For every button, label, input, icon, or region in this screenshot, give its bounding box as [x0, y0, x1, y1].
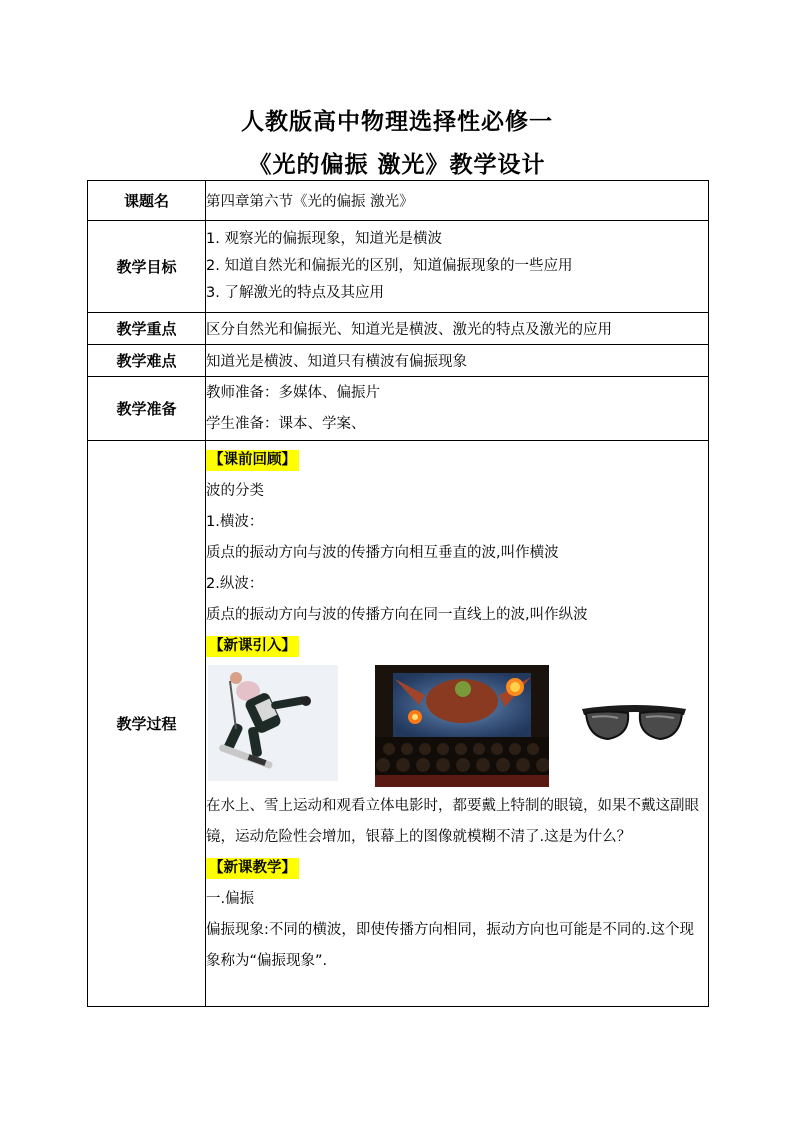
key-points-label: 教学重点	[88, 313, 206, 345]
review-tag: 【课前回顾】	[206, 450, 299, 471]
difficulties-label: 教学难点	[88, 345, 206, 377]
review-line: 质点的振动方向与波的传播方向相互垂直的波,叫作横波	[206, 545, 559, 561]
cinema-3d-image	[375, 665, 549, 787]
goal-item: 2. 知道自然光和偏振光的区别，知道偏振现象的一些应用	[206, 258, 573, 274]
lesson-plan-table	[87, 180, 709, 1007]
table-row	[88, 441, 709, 1007]
teacher-preparation: 教师准备：多媒体、偏振片	[206, 384, 380, 401]
preparation-label: 教学准备	[88, 377, 206, 441]
table-row	[88, 313, 709, 345]
teach-heading: 一.偏振	[206, 891, 255, 907]
difficulties-value: 知道光是横波、知道只有横波有偏振现象	[206, 345, 709, 377]
topic-label: 课题名	[88, 181, 206, 221]
review-line: 2.纵波：	[206, 576, 264, 592]
table-row	[88, 377, 709, 441]
student-preparation: 学生准备：课本、学案、	[206, 415, 366, 432]
process-value	[206, 441, 709, 1007]
preparation-value	[206, 377, 709, 441]
goals-value	[206, 221, 709, 313]
lesson-title: 《光的偏振 激光》教学设计	[248, 151, 546, 178]
review-line: 1.横波：	[206, 514, 264, 530]
table-row	[88, 345, 709, 377]
process-label: 教学过程	[88, 441, 206, 1007]
goals-label: 教学目标	[88, 221, 206, 313]
review-line: 波的分类	[206, 483, 264, 499]
intro-tag: 【新课引入】	[206, 636, 299, 657]
topic-value: 第四章第六节《光的偏振 激光》	[206, 181, 709, 221]
intro-text: 在水上、雪上运动和观看立体电影时，都要戴上特制的眼镜，如果不戴这副眼镜，运动危险性会增加，银幕上的图像就模糊不清了.这是为什么？	[206, 798, 699, 845]
teach-text: 偏振现象:不同的横波，即使传播方向相同，振动方向也可能是不同的.这个现象称为“偏振现象”.	[206, 922, 694, 969]
table-row	[88, 221, 709, 313]
goal-item: 3. 了解激光的特点及其应用	[206, 285, 384, 301]
3d-glasses-image	[578, 699, 690, 747]
document-title: 人教版高中物理选择性必修一	[241, 108, 553, 135]
teach-tag: 【新课教学】	[206, 858, 299, 879]
snowboarder-image	[208, 665, 338, 781]
key-points-value: 区分自然光和偏振光、知道光是横波、激光的特点及激光的应用	[206, 313, 709, 345]
goal-item: 1. 观察光的偏振现象，知道光是横波	[206, 231, 442, 247]
table-row	[88, 181, 709, 221]
review-line: 质点的振动方向与波的传播方向在同一直线上的波,叫作纵波	[206, 607, 588, 623]
intro-images	[206, 665, 708, 787]
